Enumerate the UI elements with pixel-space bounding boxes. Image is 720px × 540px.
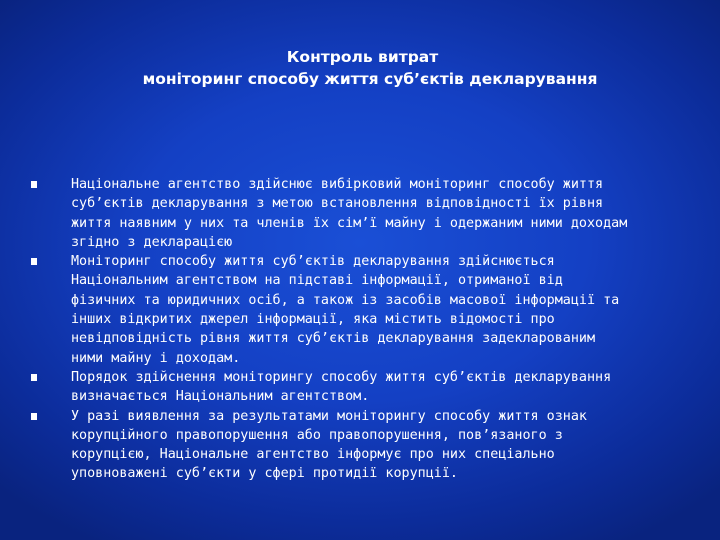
- title-line-1: Контроль витрат: [286, 48, 439, 66]
- bullet-list: [0, 175, 720, 484]
- bullet-text: Моніторинг способу життя суб’єктів декларування здійснюється Національним агентством на підставі інформації, отриманої від фізичних та юридичних осіб, а також із засобів масової інформації та інших відкритих джерел інформації, яка містить відомості про невідповідність рівня життя суб’єктів декларування задекларованим ними майну і доходам.: [71, 254, 620, 366]
- square-bullet-icon: [31, 258, 37, 265]
- slide-title: [0, 46, 720, 90]
- bullet-item: [0, 175, 691, 252]
- bullet-item: [0, 252, 691, 368]
- bullet-text: У разі виявлення за результатами моніторингу способу життя ознак корупційного правопорушення або правопорушення, пов’язаного з корупцією, Національне агентство інформує про них спеціально уповноважені суб’єкти у сфері протидії корупції.: [71, 408, 587, 482]
- bullet-item: [0, 407, 691, 484]
- bullet-text: Національне агентство здійснює вибірковий моніторинг способу життя суб’єктів декларування з метою встановлення відповідності їх рівня життя наявним у них та членів їх сім’ї майну і одержаним ними доходам згідно з декларацією: [71, 177, 628, 250]
- bullet-item: [0, 368, 691, 407]
- bullet-text: Порядок здійснення моніторингу способу життя суб’єктів декларування визначається Національним агентством.: [71, 369, 612, 405]
- square-bullet-icon: [31, 374, 37, 381]
- square-bullet-icon: [31, 413, 37, 420]
- title-line-2: моніторинг способу життя суб’єктів декларування: [142, 70, 598, 88]
- square-bullet-icon: [31, 181, 37, 188]
